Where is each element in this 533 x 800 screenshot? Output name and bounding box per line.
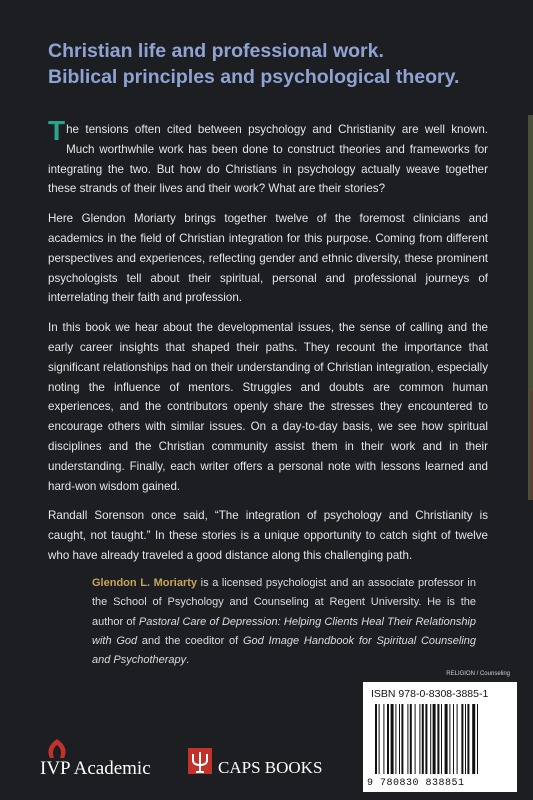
barcode-bar <box>395 704 396 774</box>
barcode-bar <box>465 704 466 774</box>
barcode-bar <box>445 704 448 774</box>
tagline-line-1: Christian life and professional work. <box>48 40 384 62</box>
paragraph-1-text: he tensions often cited between psychology and Christianity are well known. Much worthwhile work has been done to construct theories and frameworks for integrating the two. But how do Christians in psychology actually weave together these strands of their lives and their work? What are their stories? <box>48 123 488 196</box>
paragraph-1 <box>48 115 488 199</box>
book-title-2: God Image Handbook for Spiritual Counseling and Psychotherapy <box>92 634 476 667</box>
barcode-bar <box>379 704 380 774</box>
caps-books-text: CAPS BOOKS <box>218 758 323 777</box>
barcode-bar <box>391 704 394 774</box>
barcode-bar <box>407 704 408 774</box>
barcode-bar <box>477 704 478 774</box>
author-name: Glendon L. Moriarty <box>92 577 198 589</box>
barcode-bar <box>453 704 454 774</box>
isbn: ISBN 978-0-8308-3885-1 <box>371 688 489 700</box>
barcode-bar <box>399 704 400 774</box>
book-title-1: Pastoral Care of Depression: Helping Clients Heal Their Relationship with God <box>92 615 476 647</box>
barcode-bar <box>419 704 420 774</box>
ivp-flame-icon <box>42 738 72 760</box>
ivp-academic-text: IVP Academic <box>40 758 151 779</box>
drop-cap: T <box>48 115 66 146</box>
barcode-bar <box>457 704 458 774</box>
barcode-bar <box>430 704 431 774</box>
ivp-academic-logo <box>40 738 160 782</box>
barcode-bar <box>410 704 412 774</box>
description <box>48 115 488 576</box>
tagline-line-2: Biblical principles and psychological theory. <box>48 66 460 88</box>
barcode-bar <box>375 704 377 774</box>
barcode-bar <box>449 704 450 774</box>
barcode-bar <box>437 704 439 774</box>
author-bio <box>92 574 476 670</box>
barcode-bar <box>467 704 469 774</box>
caps-books-logo <box>188 740 328 784</box>
barcode-bar <box>383 704 384 774</box>
barcode-bar <box>401 704 403 774</box>
bio-text-1: is a licensed psychologist and an associate professor in the School of Psychology and Counseling at Regent University. He is the author of <box>92 577 476 628</box>
barcode-bar <box>387 704 389 774</box>
barcode-bar <box>422 704 424 774</box>
barcode-bar <box>433 704 436 774</box>
category-label: RELIGION / Counseling <box>446 671 510 677</box>
barcode-bars <box>373 704 507 776</box>
barcode-bar <box>441 704 442 774</box>
barcode-bar <box>461 704 463 774</box>
paragraph-2: Here Glendon Moriarty brings together twelve of the foremost clinicians and academics in the field of Christian integration for this purpose. Coming from different perspectives and experiences, reflecting gender and ethnic diversity, these prominent psychologists tell about their spiritual, personal and professional journeys of interrelating their faith and profession. <box>48 212 488 305</box>
barcode-digits: 9 780830 838851 <box>367 778 465 789</box>
bio-text-3: . <box>186 654 190 667</box>
caps-psi-icon <box>188 748 212 774</box>
barcode-bar <box>472 704 475 774</box>
paragraph-4: Randall Sorenson once said, “The integration of psychology and Christianity is caught, not taught.” In these stories is a unique opportunity to catch sight of twelve who have already traveled a good distance along this challenging path. <box>48 509 488 562</box>
tagline <box>48 38 518 90</box>
bio-text-2: and the coeditor of <box>137 634 243 647</box>
barcode-bar <box>425 704 427 774</box>
barcode-bar <box>415 704 416 774</box>
paragraph-3: In this book we hear about the developmental issues, the sense of calling and the early career insights that shaped their paths. They recount the importance that significant relationships had on their understanding of Christian integration, especially noting the influence of mentors. Struggles and doubts are common human experiences, and the contributors openly share the stresses they encountered to encourage others with similar issues. On a day-to-day basis, we see how spiritual disciplines and the Christian community assist them in their work and in their understanding. Finally, each writer offers a personal note with lessons learned and hard-won wisdom gained. <box>48 321 488 493</box>
barcode <box>363 682 517 792</box>
